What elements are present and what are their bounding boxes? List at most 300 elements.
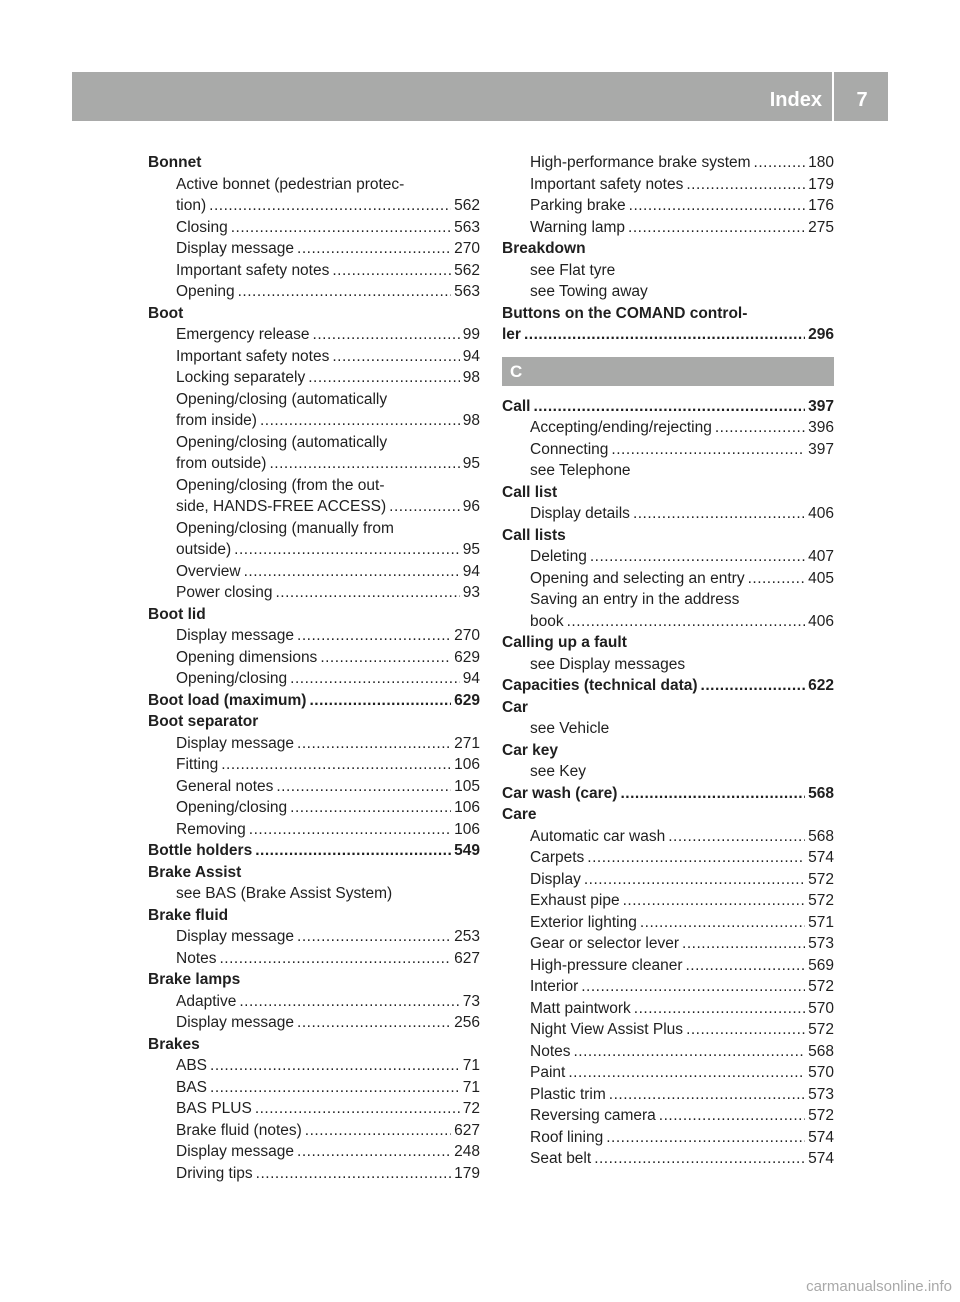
index-entry [502,783,834,805]
dot-leader [276,582,460,604]
page-reference: 253 [454,928,480,945]
entry-label: see Key [530,763,587,780]
index-entry [148,303,480,325]
page-reference: 93 [462,584,480,601]
index-subentry [502,417,834,439]
entry-label: from inside) [176,412,257,429]
index-entry [502,303,834,325]
dot-leader [290,668,460,690]
page-reference: 106 [454,756,480,773]
page-reference: 570 [808,1064,834,1081]
page-reference: 105 [454,777,480,795]
index-subentry [148,948,480,970]
watermark: carmanualsonline.info [806,1278,952,1295]
dot-leader [567,611,806,633]
index-subentry [502,869,834,891]
entry-label: Opening dimensions [176,648,318,666]
page-reference: 406 [808,612,834,630]
index-subentry [502,826,834,848]
entry-label: General notes [176,777,274,795]
entry-label: from outside) [176,455,267,472]
index-subentry [148,625,480,647]
index-subentry [148,819,480,841]
index-subentry [502,1084,834,1106]
entry-label: see BAS (Brake Assist System) [176,885,393,902]
entry-label: Call list [502,483,558,501]
dot-leader [249,819,451,841]
index-entry [502,525,834,547]
dot-leader [629,195,805,217]
entry-label: Breakdown [502,240,586,257]
dot-leader [210,1055,460,1077]
entry-label: BAS [176,1078,208,1096]
entry-label: Accepting/ending/rejecting [530,419,712,436]
index-entry [148,905,480,927]
entry-label: Bottle holders [148,842,253,859]
page-reference: 256 [454,1014,480,1031]
index-subentry [148,238,480,260]
entry-label: Opening/closing [176,670,288,687]
entry-label: Buttons on the COMAND control- [502,304,748,322]
index-subentry [502,195,834,217]
entry-label: Notes [176,949,217,967]
index-entry [148,969,480,991]
index-column-left [148,152,480,1184]
index-entry [502,675,834,697]
entry-label: see Vehicle [530,720,610,737]
index-subentry [148,367,480,389]
page-reference: 94 [462,562,480,580]
page-reference: 99 [462,326,480,343]
page-reference: 396 [808,419,834,436]
entry-label: Boot [148,304,184,322]
entry-label: Notes [530,1042,571,1060]
dot-leader [231,217,451,239]
dot-leader [313,324,460,346]
entry-label: Night View Assist Plus [530,1021,684,1038]
index-subentry [502,1019,834,1041]
dot-leader [260,410,460,432]
entry-label: book [530,612,564,630]
page-number: 7 [856,89,868,111]
entry-label: Matt paintwork [530,999,631,1017]
dot-leader [594,1148,805,1170]
dot-leader [332,346,459,368]
index-subentry [502,718,834,740]
dot-leader [682,933,805,955]
entry-label: Boot separator [148,713,259,730]
index-subentry [502,174,834,196]
dot-leader [633,503,805,525]
index-subentry [148,797,480,819]
index-entry [148,711,480,733]
dot-leader [590,546,805,568]
dot-leader [748,568,806,590]
index-entry [502,697,834,719]
index-subentry [502,1062,834,1084]
index-subentry [148,991,480,1013]
entry-label: Locking separately [176,369,306,386]
page-reference: 570 [808,999,834,1017]
entry-label: Opening/closing (automatically [176,433,388,451]
index-subentry [148,174,480,196]
index-subentry [148,217,480,239]
dot-leader [297,625,451,647]
page-reference: 275 [808,218,834,236]
page-reference: 562 [454,197,480,214]
entry-label: Important safety notes [176,261,330,279]
index-subentry [148,1077,480,1099]
dot-leader [238,281,452,303]
index-entry [502,396,834,418]
dot-leader [239,991,459,1013]
page-reference: 180 [808,154,834,171]
index-column-right [502,152,834,1170]
page-reference: 568 [808,784,834,802]
page-reference: 563 [454,218,480,236]
entry-label: Plastic trim [530,1085,606,1103]
entry-label: Display message [176,928,295,945]
page-reference: 405 [808,569,834,587]
entry-label: Important safety notes [176,347,330,365]
dot-leader [686,174,805,196]
dot-leader [640,912,805,934]
entry-label: Saving an entry in the address [530,591,740,608]
dot-leader [332,260,451,282]
page-reference: 574 [808,1128,834,1146]
dot-leader [524,324,805,346]
entry-label: Opening [176,283,235,300]
entry-label: Calling up a fault [502,634,627,651]
entry-label: Reversing camera [530,1107,656,1124]
page-reference: 574 [808,1150,834,1167]
page-reference: 98 [462,412,480,429]
page-reference: 407 [808,548,834,565]
entry-label: Opening/closing (from the out- [176,476,385,494]
entry-label: Closing [176,218,228,236]
dot-leader [276,776,451,798]
dot-leader [701,675,806,697]
page-reference: 397 [808,397,834,415]
index-subentry [502,546,834,568]
dot-leader [581,976,805,998]
entry-label: see Towing away [530,283,648,300]
page-reference: 95 [462,541,480,558]
dot-leader [269,453,459,475]
entry-label: Adaptive [176,992,237,1010]
dot-leader [210,1077,460,1099]
index-subentry [148,668,480,690]
index-entry [502,632,834,654]
dot-leader [297,733,451,755]
dot-leader [389,496,460,518]
page-reference: 571 [808,913,834,931]
entry-label: Active bonnet (pedestrian protec- [176,175,405,193]
index-subentry [502,847,834,869]
index-entry [148,840,480,862]
index-subentry [148,346,480,368]
index-subentry [148,410,480,432]
entry-label: ler [502,326,521,343]
index-subentry [148,195,480,217]
dot-leader [587,847,805,869]
entry-label: Exhaust pipe [530,892,620,909]
dot-leader [255,840,451,862]
entry-label: Opening/closing (manually from [176,519,394,537]
index-subentry [502,933,834,955]
header-divider [832,72,834,121]
page-reference: 627 [454,949,480,967]
dot-leader [309,690,451,712]
entry-label: Opening/closing (automatically [176,390,388,408]
entry-label: Display details [530,505,630,522]
entry-label: Capacities (technical data) [502,677,698,694]
index-subentry [148,1055,480,1077]
entry-label: BAS PLUS [176,1100,252,1117]
index-entry [148,1034,480,1056]
index-subentry [502,152,834,174]
index-subentry [502,976,834,998]
index-subentry [502,439,834,461]
dot-leader [611,439,805,461]
page-reference: 94 [462,347,480,365]
entry-label: Deleting [530,548,587,565]
index-subentry [502,611,834,633]
index-subentry [502,1105,834,1127]
entry-label: ABS [176,1057,208,1074]
index-entry [502,740,834,762]
entry-label: Opening and selecting an entry [530,569,745,587]
index-subentry [148,496,480,518]
page-reference: 94 [462,670,480,687]
index-subentry [502,1127,834,1149]
page-reference: 572 [808,1021,834,1038]
page-reference: 72 [462,1100,480,1117]
index-subentry [148,1163,480,1185]
index-subentry [148,453,480,475]
page-reference: 96 [462,498,480,515]
entry-label: High-performance brake system [530,154,751,171]
entry-label: Exterior lighting [530,913,637,931]
index-subentry [148,1120,480,1142]
entry-label: Paint [530,1064,566,1081]
index-subentry [502,503,834,525]
index-subentry [502,890,834,912]
page-reference: 572 [808,892,834,909]
page-reference: 106 [454,820,480,838]
dot-leader [686,955,806,977]
entry-label: Brake fluid [148,906,229,924]
dot-leader [297,926,451,948]
index-subentry [148,1141,480,1163]
index-subentry [148,1012,480,1034]
dot-leader [221,754,451,776]
index-subentry [502,955,834,977]
page-reference: 397 [808,440,834,458]
index-subentry [148,582,480,604]
dot-leader [297,1012,451,1034]
index-subentry [502,761,834,783]
index-subentry [148,647,480,669]
page-reference: 562 [454,261,480,279]
page-reference: 572 [808,978,834,995]
index-subentry [148,561,480,583]
entry-label: Fitting [176,756,219,773]
entry-label: Car key [502,741,559,759]
index-subentry [148,281,480,303]
page-reference: 573 [808,935,834,952]
entry-label: Automatic car wash [530,827,666,845]
index-subentry [148,518,480,540]
entry-label: Opening/closing [176,799,288,816]
page-reference: 248 [454,1143,480,1160]
entry-label: Brake lamps [148,971,241,988]
entry-label: see Telephone [530,462,631,479]
entry-label: Interior [530,978,579,995]
entry-label: Driving tips [176,1164,253,1182]
index-subentry [502,460,834,482]
dot-leader [574,1041,806,1063]
index-subentry [148,883,480,905]
page-reference: 270 [454,240,480,257]
dot-leader [715,417,805,439]
dot-leader [320,647,451,669]
entry-label: Power closing [176,584,273,601]
page-reference: 270 [454,627,480,644]
dot-leader [606,1127,805,1149]
entry-label: Display [530,870,581,888]
entry-label: Display message [176,734,295,752]
page-reference: 569 [808,956,834,974]
page-reference: 296 [808,326,834,343]
dot-leader [584,869,805,891]
page-reference: 572 [808,870,834,888]
index-entry [502,482,834,504]
index-subentry [148,260,480,282]
page-reference: 568 [808,1042,834,1060]
entry-label: Removing [176,820,246,838]
dot-leader [256,1163,451,1185]
entry-label: tion) [176,197,207,214]
index-subentry [502,217,834,239]
entry-label: side, HANDS-FREE ACCESS) [176,498,387,515]
entry-label: Car wash (care) [502,784,618,802]
entry-label: Roof lining [530,1128,604,1146]
dot-leader [659,1105,805,1127]
dot-leader [209,195,451,217]
index-subentry [502,568,834,590]
entry-label: Call lists [502,526,566,544]
index-entry [148,690,480,712]
index-subentry [148,733,480,755]
index-subentry [148,432,480,454]
entry-label: Brake fluid (notes) [176,1121,302,1139]
entry-label: Emergency release [176,326,310,343]
page-reference: 98 [462,369,480,386]
entry-label: Display message [176,1014,295,1031]
entry-label: Car [502,698,528,716]
page-reference: 71 [462,1078,480,1096]
dot-leader [568,1062,805,1084]
index-subentry [502,1041,834,1063]
entry-label: see Display messages [530,655,686,673]
page-reference: 406 [808,505,834,522]
page-reference: 572 [808,1107,834,1124]
index-subentry [148,1098,480,1120]
entry-label: Bonnet [148,154,202,171]
index-subentry [502,998,834,1020]
index-subentry [148,754,480,776]
page-reference: 627 [454,1121,480,1139]
entry-label: Seat belt [530,1150,592,1167]
index-subentry [148,926,480,948]
entry-label: see Flat tyre [530,261,616,279]
index-subentry [502,260,834,282]
dot-leader [686,1019,805,1041]
index-subentry [502,281,834,303]
entry-label: Display message [176,627,295,644]
dot-leader [623,890,806,912]
page-reference: 629 [454,648,480,666]
dot-leader [620,783,805,805]
entry-label: Overview [176,562,241,580]
page-reference: 95 [462,455,480,472]
page-reference: 563 [454,283,480,300]
index-subentry [148,324,480,346]
dot-leader [668,826,805,848]
index-letter-heading: C [502,357,834,386]
entry-label: Boot load (maximum) [148,691,307,709]
entry-label: Brakes [148,1035,200,1053]
dot-leader [754,152,806,174]
index-subentry [148,539,480,561]
dot-leader [308,367,460,389]
entry-label: Call [502,397,531,415]
index-entry [502,324,834,346]
dot-leader [220,948,452,970]
dot-leader [634,998,805,1020]
index-subentry [148,389,480,411]
page-reference: 573 [808,1085,834,1103]
entry-label: Display message [176,240,295,257]
entry-label: Connecting [530,440,609,458]
page-reference: 179 [454,1164,480,1182]
dot-leader [234,539,460,561]
page-reference: 629 [454,691,480,709]
entry-label: outside) [176,541,232,558]
page-reference: 622 [808,677,834,694]
dot-leader [297,238,451,260]
index-entry [502,238,834,260]
entry-label: Brake Assist [148,863,242,881]
dot-leader [533,396,805,418]
page-reference: 574 [808,849,834,866]
entry-label: Carpets [530,849,585,866]
index-entry [502,804,834,826]
section-title: Index [769,89,822,111]
entry-label: Boot lid [148,605,206,623]
page-reference: 73 [462,992,480,1010]
dot-leader [628,217,805,239]
index-entry [148,862,480,884]
entry-label: Parking brake [530,197,626,214]
entry-label: Display message [176,1143,295,1160]
page-reference: 176 [808,197,834,214]
index-entry [148,152,480,174]
page-reference: 568 [808,827,834,845]
entry-label: Important safety notes [530,175,684,193]
dot-leader [609,1084,805,1106]
